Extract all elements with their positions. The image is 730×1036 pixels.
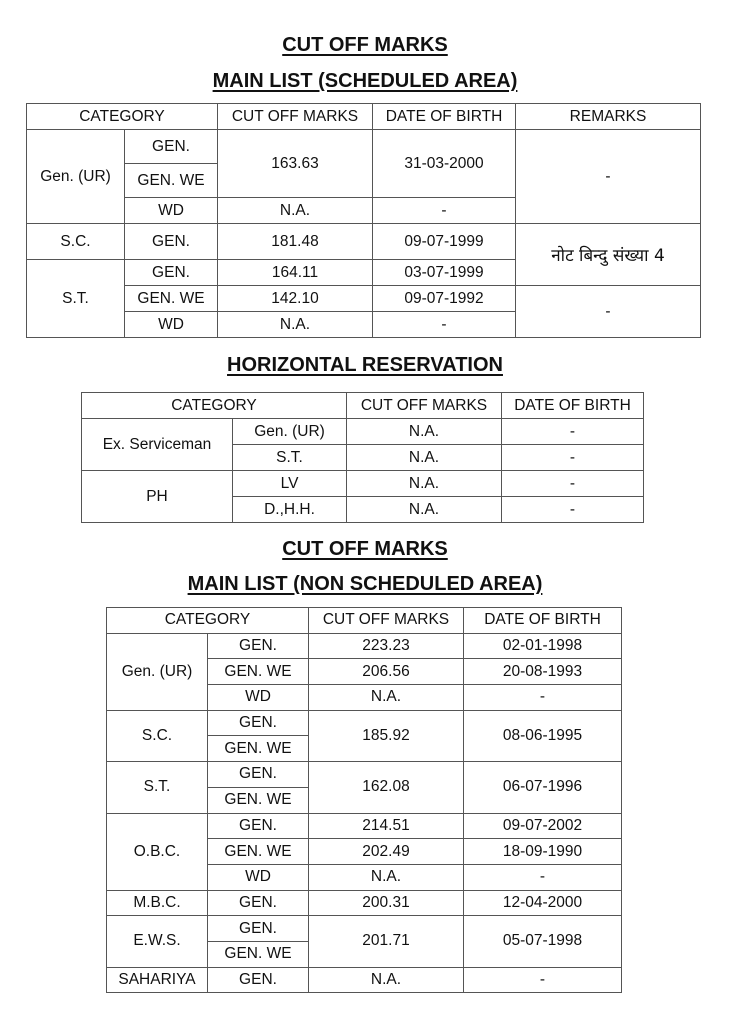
date-of-birth: 05-07-1998 bbox=[464, 916, 622, 967]
date-of-birth: - bbox=[464, 685, 622, 711]
subcategory: GEN. bbox=[208, 633, 309, 659]
category-obc: O.B.C. bbox=[107, 813, 208, 890]
subcategory: LV bbox=[233, 471, 347, 497]
subcategory: GEN. bbox=[208, 710, 309, 736]
main-list-scheduled-heading: MAIN LIST (SCHEDULED AREA) bbox=[212, 70, 518, 92]
date-of-birth: 09-07-1999 bbox=[373, 224, 516, 260]
date-of-birth: - bbox=[373, 312, 516, 338]
table-row bbox=[107, 916, 622, 942]
cutoff-marks: 214.51 bbox=[309, 813, 464, 839]
cutoff-marks: 185.92 bbox=[309, 710, 464, 761]
category-st: S.T. bbox=[27, 260, 125, 338]
subcategory-wd: WD bbox=[125, 312, 218, 338]
date-of-birth: 31-03-2000 bbox=[373, 130, 516, 198]
date-of-birth: 18-09-1990 bbox=[464, 839, 622, 865]
cutoff-marks: 223.23 bbox=[309, 633, 464, 659]
subcategory-gen: GEN. bbox=[125, 260, 218, 286]
table-row bbox=[107, 633, 622, 659]
category-sc: S.C. bbox=[107, 710, 208, 761]
category-sahariya: SAHARIYA bbox=[107, 967, 208, 993]
cutoff-marks: 206.56 bbox=[309, 659, 464, 685]
header-category: CATEGORY bbox=[82, 393, 347, 419]
header-cutoff-marks: CUT OFF MARKS bbox=[309, 608, 464, 634]
subcategory: GEN. bbox=[208, 967, 309, 993]
subcategory-gen: GEN. bbox=[125, 130, 218, 164]
subcategory: WD bbox=[208, 685, 309, 711]
date-of-birth: - bbox=[464, 967, 622, 993]
subcategory: GEN. WE bbox=[208, 659, 309, 685]
date-of-birth: 20-08-1993 bbox=[464, 659, 622, 685]
date-of-birth: - bbox=[464, 864, 622, 890]
category-gen-ur: Gen. (UR) bbox=[27, 130, 125, 224]
subcategory: WD bbox=[208, 864, 309, 890]
date-of-birth: - bbox=[373, 198, 516, 224]
subcategory: GEN. WE bbox=[208, 941, 309, 967]
header-remarks: REMARKS bbox=[516, 104, 701, 130]
cutoff-marks: N.A. bbox=[309, 864, 464, 890]
date-of-birth: 09-07-2002 bbox=[464, 813, 622, 839]
cutoff-marks: 202.49 bbox=[309, 839, 464, 865]
header-date-of-birth: DATE OF BIRTH bbox=[464, 608, 622, 634]
subcategory-gen-we: GEN. WE bbox=[125, 286, 218, 312]
date-of-birth: - bbox=[502, 471, 644, 497]
subcategory: GEN. bbox=[208, 890, 309, 916]
header-category: CATEGORY bbox=[27, 104, 218, 130]
header-cutoff-marks: CUT OFF MARKS bbox=[347, 393, 502, 419]
date-of-birth: - bbox=[502, 445, 644, 471]
header-cutoff-marks: CUT OFF MARKS bbox=[218, 104, 373, 130]
cutoff-marks: N.A. bbox=[309, 685, 464, 711]
header-date-of-birth: DATE OF BIRTH bbox=[373, 104, 516, 130]
subcategory: Gen. (UR) bbox=[233, 419, 347, 445]
cutoff-marks: 142.10 bbox=[218, 286, 373, 312]
subcategory: S.T. bbox=[233, 445, 347, 471]
cutoff-heading-non-scheduled: CUT OFF MARKS bbox=[282, 538, 448, 560]
date-of-birth: 12-04-2000 bbox=[464, 890, 622, 916]
subcategory: GEN. bbox=[208, 916, 309, 942]
cutoff-marks: N.A. bbox=[218, 198, 373, 224]
cutoff-marks: 181.48 bbox=[218, 224, 373, 260]
category-sc: S.C. bbox=[27, 224, 125, 260]
table-row bbox=[107, 813, 622, 839]
cutoff-marks: 163.63 bbox=[218, 130, 373, 198]
subcategory-gen-we: GEN. WE bbox=[125, 164, 218, 198]
scheduled-area-table bbox=[26, 103, 701, 338]
cutoff-marks: 164.11 bbox=[218, 260, 373, 286]
cutoff-heading-scheduled: CUT OFF MARKS bbox=[282, 34, 448, 56]
cutoff-marks: N.A. bbox=[347, 445, 502, 471]
category-ph: PH bbox=[82, 471, 233, 523]
subcategory: D.,H.H. bbox=[233, 497, 347, 523]
date-of-birth: 08-06-1995 bbox=[464, 710, 622, 761]
category-mbc: M.B.C. bbox=[107, 890, 208, 916]
table-row bbox=[27, 224, 701, 260]
subcategory-wd: WD bbox=[125, 198, 218, 224]
cutoff-marks: N.A. bbox=[218, 312, 373, 338]
cutoff-marks: 200.31 bbox=[309, 890, 464, 916]
date-of-birth: 03-07-1999 bbox=[373, 260, 516, 286]
cutoff-marks: N.A. bbox=[309, 967, 464, 993]
table-row bbox=[107, 967, 622, 993]
table-header-row bbox=[107, 608, 622, 634]
cutoff-marks: N.A. bbox=[347, 419, 502, 445]
table-row bbox=[107, 762, 622, 788]
subcategory: GEN. WE bbox=[208, 787, 309, 813]
category-ews: E.W.S. bbox=[107, 916, 208, 967]
subcategory: GEN. bbox=[208, 813, 309, 839]
date-of-birth: - bbox=[502, 497, 644, 523]
table-row bbox=[82, 471, 644, 497]
category-st: S.T. bbox=[107, 762, 208, 813]
cutoff-marks: N.A. bbox=[347, 471, 502, 497]
remarks-note: नोट बिन्दु संख्या 4 bbox=[516, 224, 701, 286]
remarks: - bbox=[516, 286, 701, 338]
horizontal-reservation-table bbox=[81, 392, 644, 523]
table-header-row bbox=[82, 393, 644, 419]
main-list-non-scheduled-heading: MAIN LIST (NON SCHEDULED AREA) bbox=[187, 573, 543, 595]
remarks: - bbox=[516, 130, 701, 224]
date-of-birth: - bbox=[502, 419, 644, 445]
cutoff-marks: 201.71 bbox=[309, 916, 464, 967]
cutoff-marks: N.A. bbox=[347, 497, 502, 523]
date-of-birth: 02-01-1998 bbox=[464, 633, 622, 659]
table-row bbox=[27, 286, 701, 312]
non-scheduled-area-table bbox=[106, 607, 622, 993]
table-row bbox=[107, 890, 622, 916]
table-row bbox=[82, 419, 644, 445]
table-row bbox=[107, 710, 622, 736]
subcategory: GEN. WE bbox=[208, 736, 309, 762]
subcategory-gen: GEN. bbox=[125, 224, 218, 260]
table-row bbox=[27, 130, 701, 164]
date-of-birth: 06-07-1996 bbox=[464, 762, 622, 813]
category-ex-serviceman: Ex. Serviceman bbox=[82, 419, 233, 471]
cutoff-marks: 162.08 bbox=[309, 762, 464, 813]
table-header-row bbox=[27, 104, 701, 130]
subcategory: GEN. bbox=[208, 762, 309, 788]
subcategory: GEN. WE bbox=[208, 839, 309, 865]
header-category: CATEGORY bbox=[107, 608, 309, 634]
date-of-birth: 09-07-1992 bbox=[373, 286, 516, 312]
header-date-of-birth: DATE OF BIRTH bbox=[502, 393, 644, 419]
horizontal-reservation-heading: HORIZONTAL RESERVATION bbox=[227, 354, 503, 376]
category-gen-ur: Gen. (UR) bbox=[107, 633, 208, 710]
